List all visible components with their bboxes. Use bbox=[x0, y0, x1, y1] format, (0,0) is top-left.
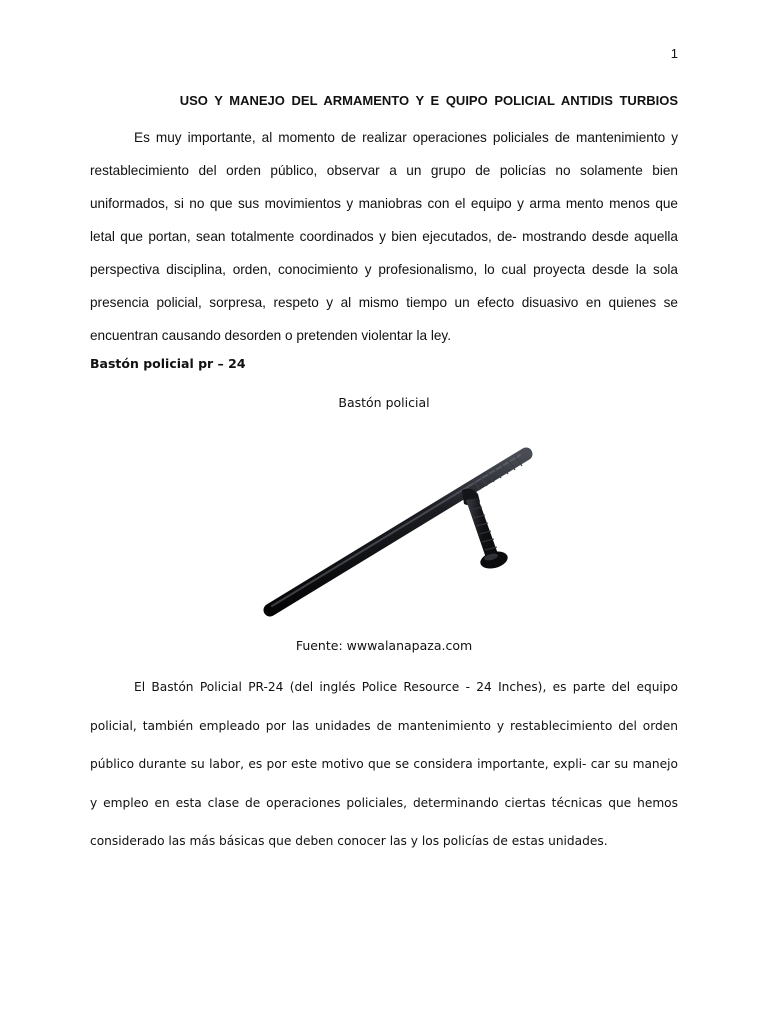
figure-caption: Bastón policial bbox=[338, 395, 430, 410]
section-heading: Bastón policial pr – 24 bbox=[90, 356, 246, 371]
document-title: USO Y MANEJO DEL ARMAMENTO Y E QUIPO POLICIAL ANTIDIS TURBIOS bbox=[179, 93, 678, 108]
police-baton-image bbox=[258, 430, 548, 626]
intro-paragraph: Es muy importante, al momento de realizar operaciones policiales de mantenimiento y restablecimiento del orden público, observar a un grupo de policías no solamente bien uniformados, si no que sus movimientos y maniobras con el equipo y arma mento menos que letal que portan, sean totalmente coordinados y bien ejecutados, de- mostrando desde aquella perspectiva disciplina, orden, conocimiento y profesionalismo, lo cual proyecta desde la sola presencia policial, sorpresa, respeto y al mismo tiempo un efecto disuasivo en quienes se encuentran causando desorden o pretenden violentar la ley. bbox=[90, 130, 678, 343]
police-baton-icon bbox=[258, 430, 548, 626]
page-number: 1 bbox=[670, 46, 678, 61]
figure-source: Fuente: wwwalanapaza.com bbox=[295, 638, 473, 653]
body-paragraph: El Bastón Policial PR-24 (del inglés Police Resource - 24 Inches), es parte del equipo policial, también empleado por las unidades de mantenimiento y restablecimiento del orden público durante su labor, es por este motivo que se considera importante, expli- car su manejo y empleo en esta clase de operaciones policiales, determinando ciertas técnicas que hemos considerado las más básicas que deben conocer las y los policías de estas unidades. bbox=[90, 680, 678, 848]
